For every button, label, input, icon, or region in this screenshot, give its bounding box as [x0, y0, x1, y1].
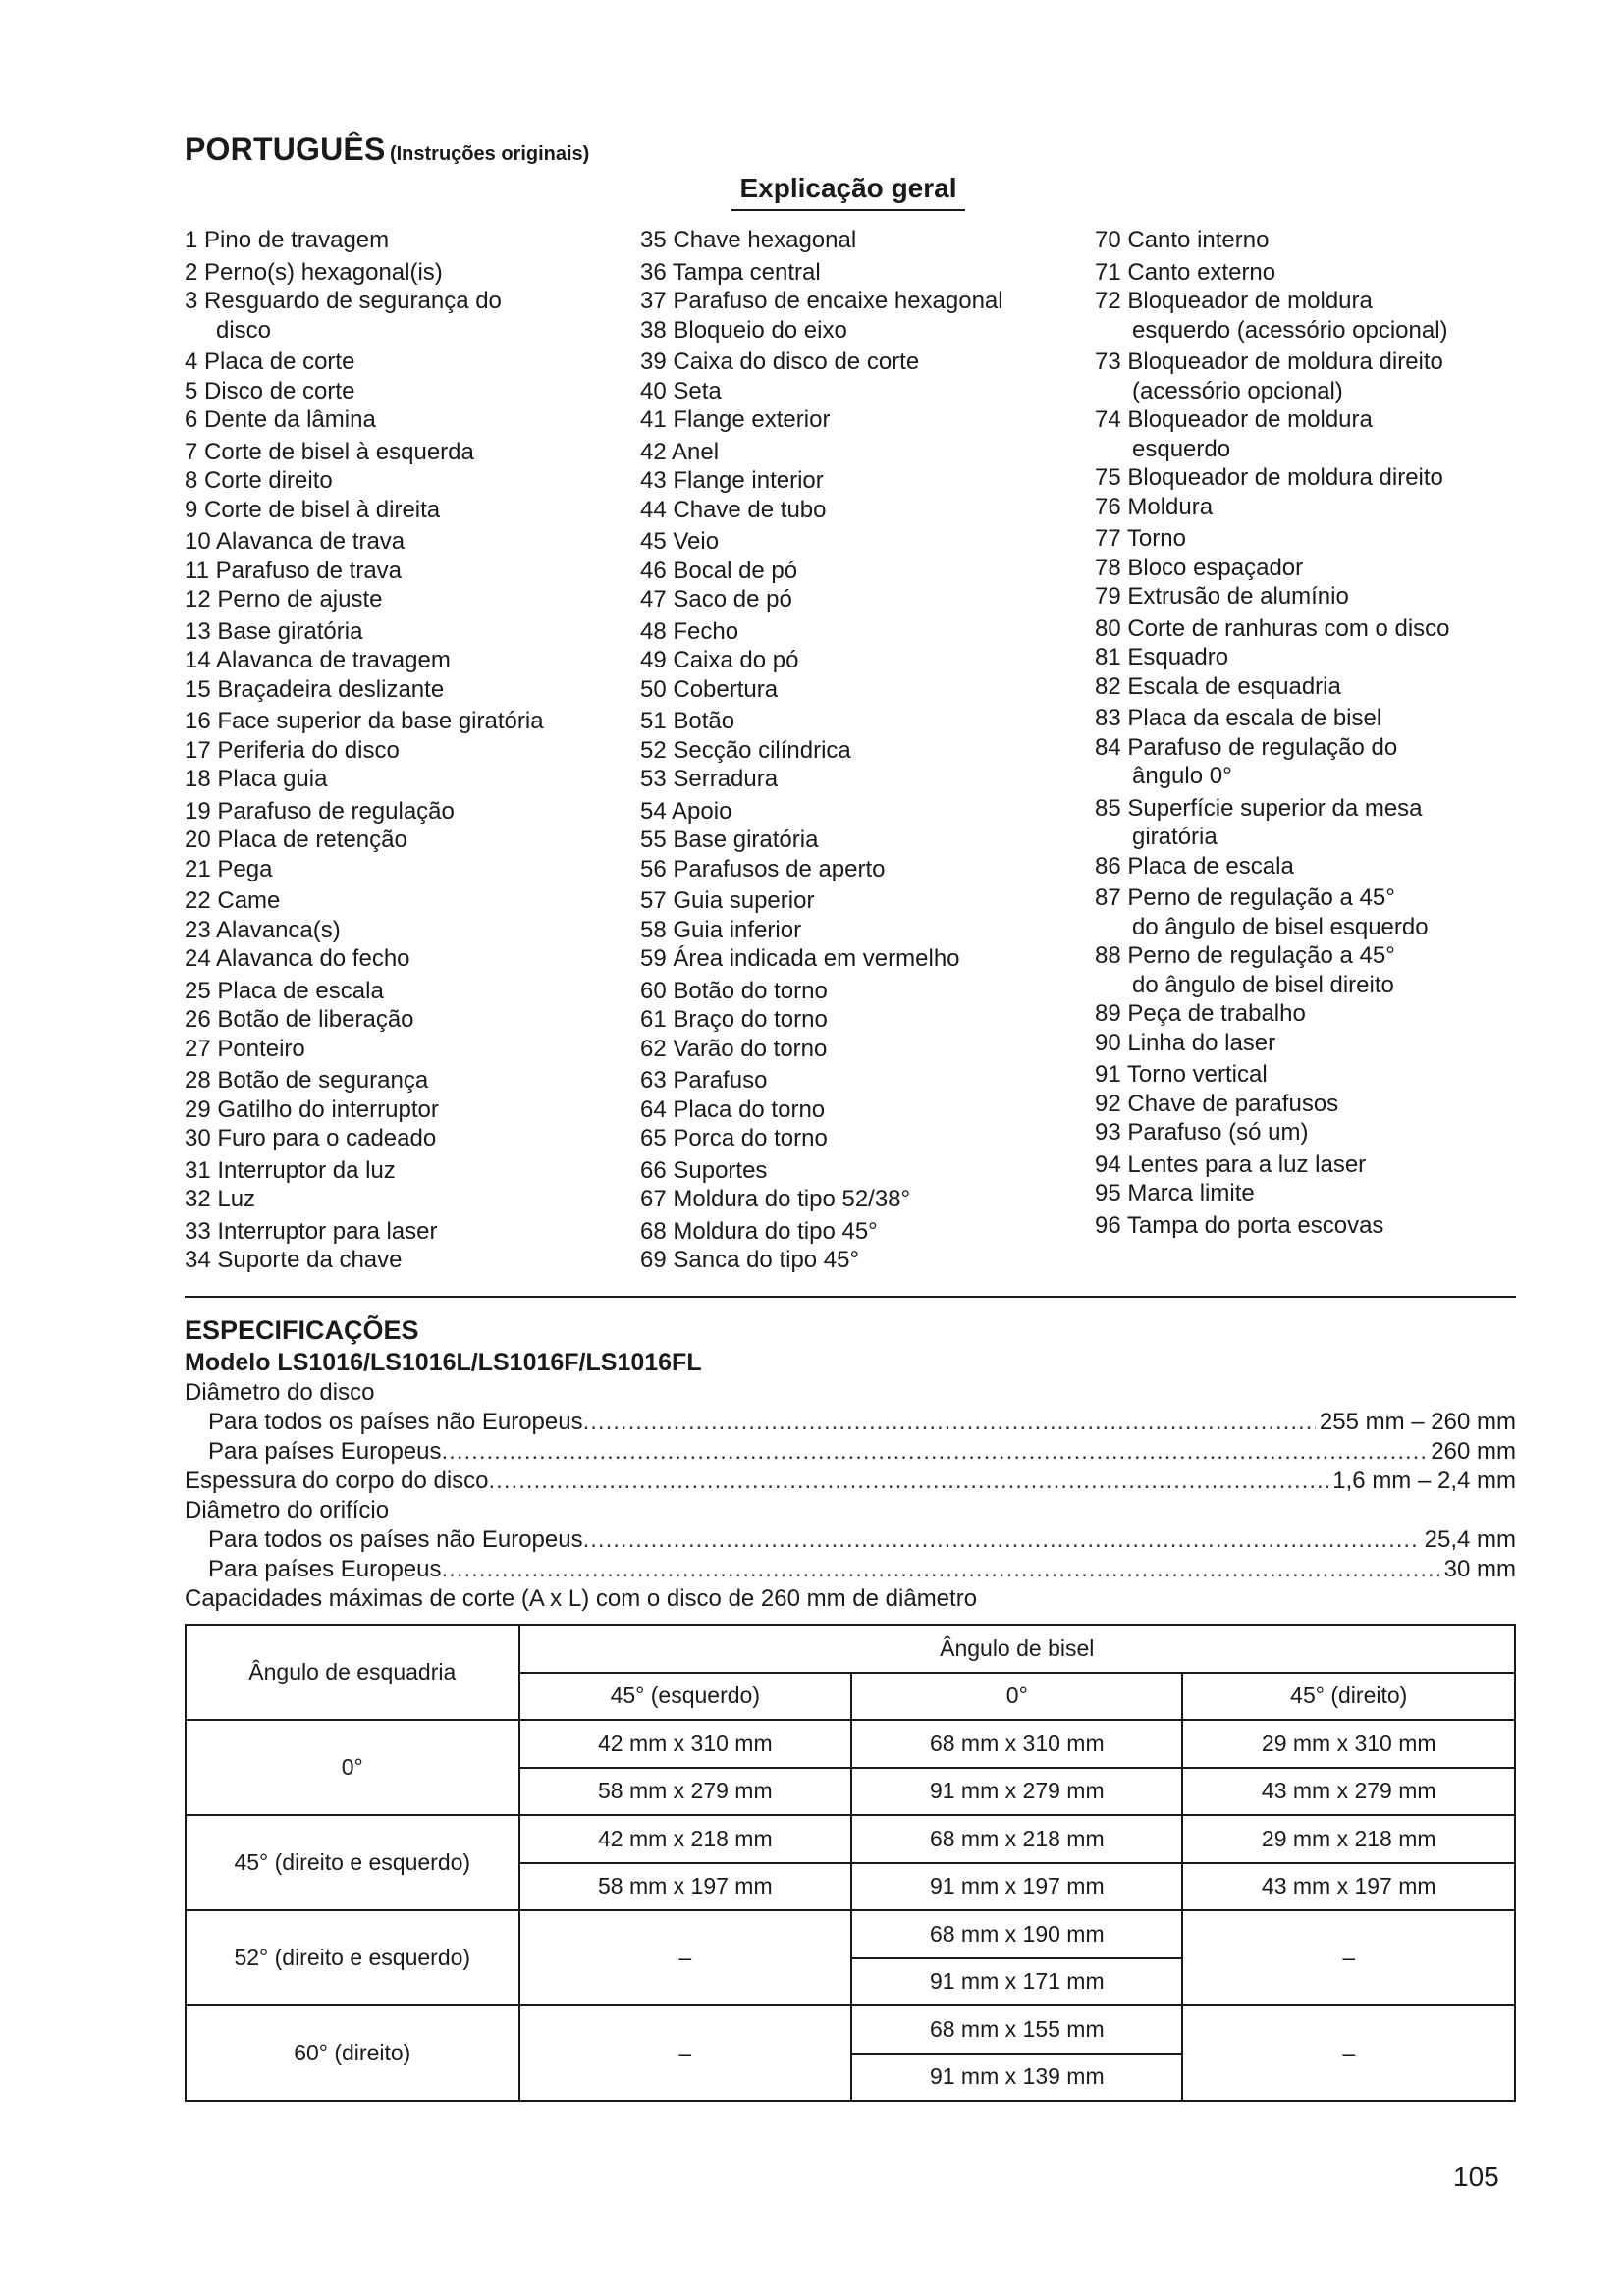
specifications-section: [185, 1313, 1516, 1614]
parts-column-1: [185, 226, 617, 1275]
spec-label: Espessura do corpo do disco: [185, 1468, 489, 1494]
part-item: 69 Sanca do tipo 45°: [640, 1247, 860, 1273]
part-item: 90 Linha do laser: [1095, 1029, 1276, 1056]
spec-row: [185, 1584, 1516, 1614]
part-item: 41 Flange exterior: [640, 406, 831, 433]
part-item: 67 Moldura do tipo 52/38°: [640, 1186, 911, 1212]
part-item: 57 Guia superior: [640, 887, 815, 914]
part-item: 20 Placa de retenção: [185, 827, 407, 853]
table-cell: 58 mm x 279 mm: [519, 1768, 852, 1816]
language-title: PORTUGUÊS: [185, 132, 386, 167]
part-item: 27 Ponteiro: [185, 1035, 305, 1062]
table-row: [186, 1910, 1515, 1958]
table-header-row: [186, 1625, 1515, 1673]
part-item-continuation: (acessório opcional): [1132, 377, 1343, 404]
table-cell: 42 mm x 218 mm: [519, 1815, 852, 1863]
miter-cell: 45° (direito e esquerdo): [186, 1815, 519, 1910]
part-item: 56 Parafusos de aperto: [640, 855, 886, 882]
spec-value: 30 mm: [1443, 1556, 1516, 1582]
part-item: 86 Placa de escala: [1095, 852, 1294, 880]
part-item: 52 Secção cilíndrica: [640, 736, 851, 764]
bevel-angle-header: Ângulo de bisel: [519, 1625, 1515, 1673]
part-item: 51 Botão: [640, 708, 735, 734]
part-item: 53 Serradura: [640, 766, 779, 792]
part-item: 80 Corte de ranhuras com o disco: [1095, 614, 1450, 642]
part-item: 34 Suporte da chave: [185, 1247, 403, 1273]
part-item: 29 Gatilho do interruptor: [185, 1095, 439, 1123]
part-item: 6 Dente da lâmina: [185, 406, 376, 433]
specs-title: ESPECIFICAÇÕES: [185, 1315, 419, 1345]
part-item: 44 Chave de tubo: [640, 496, 827, 523]
part-item: 72 Bloqueador de moldura: [1095, 288, 1373, 314]
part-item: 78 Bloco espaçador: [1095, 554, 1304, 581]
dot-leader: [441, 1437, 1427, 1467]
part-item: 70 Canto interno: [1095, 227, 1270, 253]
part-item: 46 Bocal de pó: [640, 557, 798, 584]
part-item: 40 Seta: [640, 377, 722, 404]
spec-value: 25,4 mm: [1424, 1526, 1516, 1553]
model-line: Modelo LS1016/LS1016L/LS1016F/LS1016FL: [185, 1349, 702, 1376]
language-subtitle: (Instruções originais): [389, 143, 590, 165]
miter-angle-header: Ângulo de esquadria: [186, 1625, 519, 1720]
table-cell: 29 mm x 310 mm: [1182, 1720, 1515, 1768]
part-item: 7 Corte de bisel à esquerda: [185, 438, 474, 465]
part-item: 73 Bloqueador de moldura direito: [1095, 348, 1443, 375]
dot-leader: [441, 1555, 1439, 1584]
table-cell: 58 mm x 197 mm: [519, 1863, 852, 1911]
dot-leader: [583, 1408, 1316, 1437]
part-item: 8 Corte direito: [185, 467, 333, 494]
part-item: 91 Torno vertical: [1095, 1061, 1268, 1088]
part-item: 16 Face superior da base giratória: [185, 708, 544, 734]
part-item: 10 Alavanca de trava: [185, 528, 406, 555]
page-number: 105: [1453, 2162, 1499, 2192]
part-item: 1 Pino de travagem: [185, 227, 390, 253]
table-cell: 42 mm x 310 mm: [519, 1720, 852, 1768]
table-row: [186, 1815, 1515, 1863]
part-item: 12 Perno de ajuste: [185, 586, 383, 613]
spec-label: Diâmetro do orifício: [185, 1497, 390, 1523]
part-item: 83 Placa da escala de bisel: [1095, 705, 1382, 731]
part-item: 25 Placa de escala: [185, 977, 384, 1004]
part-item: 35 Chave hexagonal: [640, 227, 857, 253]
part-item: 49 Caixa do pó: [640, 647, 799, 673]
part-item: 36 Tampa central: [640, 258, 821, 286]
section-divider: [185, 1296, 1516, 1298]
part-item: 43 Flange interior: [640, 467, 824, 494]
table-row: [186, 1720, 1515, 1768]
page-header: [185, 132, 589, 168]
miter-cell: 60° (direito): [186, 2005, 519, 2101]
part-item: 32 Luz: [185, 1186, 256, 1212]
part-item: 31 Interruptor da luz: [185, 1156, 396, 1184]
part-item: 65 Porca do torno: [640, 1125, 828, 1151]
part-item: 5 Disco de corte: [185, 377, 355, 404]
table-cell: 68 mm x 190 mm: [851, 1910, 1182, 1958]
part-item: 55 Base giratória: [640, 827, 819, 853]
table-cell: 91 mm x 171 mm: [851, 1958, 1182, 2006]
table-cell: 91 mm x 139 mm: [851, 2054, 1182, 2102]
table-cell: 43 mm x 279 mm: [1182, 1768, 1515, 1816]
cutting-capacity-table: [185, 1624, 1516, 2102]
part-item: 58 Guia inferior: [640, 916, 802, 943]
table-cell: –: [519, 2005, 852, 2101]
part-item: 88 Perno de regulação a 45°: [1095, 942, 1395, 969]
part-item: 45 Veio: [640, 528, 720, 555]
table-cell: –: [1182, 2005, 1515, 2101]
spec-row: [185, 1496, 1516, 1525]
part-item-continuation: esquerdo: [1132, 435, 1231, 462]
spec-label: Para todos os países não Europeus: [208, 1409, 583, 1435]
part-item-continuation: disco: [216, 316, 272, 344]
part-item: 66 Suportes: [640, 1156, 768, 1184]
spec-value: 260 mm: [1431, 1438, 1516, 1465]
miter-cell: 0°: [186, 1720, 519, 1815]
spec-label: Para países Europeus: [208, 1556, 442, 1582]
part-item: 81 Esquadro: [1095, 644, 1229, 670]
part-item: 82 Escala de esquadria: [1095, 672, 1341, 700]
part-item: 2 Perno(s) hexagonal(is): [185, 258, 443, 286]
part-item: 54 Apoio: [640, 797, 732, 825]
part-item: 85 Superfície superior da mesa: [1095, 794, 1423, 822]
table-row: [186, 2005, 1515, 2054]
part-item: 50 Cobertura: [640, 675, 779, 703]
part-item: 71 Canto externo: [1095, 258, 1276, 286]
part-item: 3 Resguardo de segurança do: [185, 288, 502, 314]
part-item: 60 Botão do torno: [640, 977, 828, 1004]
part-item: 61 Braço do torno: [640, 1006, 828, 1033]
part-item: 77 Torno: [1095, 525, 1186, 552]
dot-leader: [489, 1467, 1329, 1496]
part-item: 39 Caixa do disco de corte: [640, 348, 920, 375]
part-item: 76 Moldura: [1095, 493, 1214, 520]
table-cell: 91 mm x 197 mm: [851, 1863, 1182, 1911]
part-item: 42 Anel: [640, 438, 720, 465]
spec-row: [185, 1525, 1516, 1555]
part-item: 62 Varão do torno: [640, 1035, 828, 1062]
part-item: 96 Tampa do porta escovas: [1095, 1211, 1384, 1239]
spec-row: [185, 1408, 1516, 1437]
part-item: 59 Área indicada em vermelho: [640, 945, 960, 972]
part-item: 63 Parafuso: [640, 1067, 768, 1094]
spec-row: [185, 1437, 1516, 1467]
capacity-label: Capacidades máximas de corte (A x L) com o disco de 260 mm de diâmetro: [185, 1585, 978, 1612]
part-item: 17 Periferia do disco: [185, 736, 400, 764]
part-item: 87 Perno de regulação a 45°: [1095, 884, 1395, 911]
part-item: 24 Alavanca do fecho: [185, 945, 410, 972]
part-item: 47 Saco de pó: [640, 586, 792, 613]
bevel-col-header: 0°: [851, 1673, 1182, 1721]
part-item: 23 Alavanca(s): [185, 916, 341, 943]
part-item: 15 Braçadeira deslizante: [185, 675, 445, 703]
part-item: 21 Pega: [185, 855, 273, 882]
table-cell: 68 mm x 310 mm: [851, 1720, 1182, 1768]
dot-leader: [583, 1525, 1421, 1555]
spec-row: [185, 1378, 1516, 1408]
table-cell: –: [1182, 1910, 1515, 2005]
miter-cell: 52° (direito e esquerdo): [186, 1910, 519, 2005]
part-item: 74 Bloqueador de moldura: [1095, 406, 1373, 433]
section-title: Explicação geral: [731, 173, 965, 211]
part-item-continuation: esquerdo (acessório opcional): [1132, 316, 1448, 344]
spec-row: [185, 1555, 1516, 1584]
part-item: 4 Placa de corte: [185, 348, 355, 375]
part-item: 14 Alavanca de travagem: [185, 647, 451, 673]
part-item: 19 Parafuso de regulação: [185, 797, 455, 825]
part-item: 30 Furo para o cadeado: [185, 1125, 437, 1151]
part-item: 93 Parafuso (só um): [1095, 1119, 1309, 1146]
part-item: 22 Came: [185, 887, 281, 914]
spec-row: [185, 1467, 1516, 1496]
part-item: 26 Botão de liberação: [185, 1006, 414, 1033]
part-item: 33 Interruptor para laser: [185, 1217, 438, 1245]
part-item: 28 Botão de segurança: [185, 1067, 429, 1094]
parts-column-2: [640, 226, 1072, 1275]
part-item: 37 Parafuso de encaixe hexagonal: [640, 288, 1003, 314]
spec-label: Para todos os países não Europeus: [208, 1526, 583, 1553]
part-item-continuation: giratória: [1132, 824, 1218, 850]
table-cell: 91 mm x 279 mm: [851, 1768, 1182, 1816]
part-item: 95 Marca limite: [1095, 1180, 1255, 1206]
part-item: 94 Lentes para a luz laser: [1095, 1150, 1367, 1178]
part-item: 64 Placa do torno: [640, 1095, 826, 1123]
part-item-continuation: do ângulo de bisel direito: [1132, 971, 1394, 998]
part-item: 11 Parafuso de trava: [185, 557, 403, 584]
table-cell: 43 mm x 197 mm: [1182, 1863, 1515, 1911]
part-item: 13 Base giratória: [185, 617, 363, 645]
bevel-col-header: 45° (esquerdo): [519, 1673, 852, 1721]
part-item: 75 Bloqueador de moldura direito: [1095, 464, 1443, 491]
part-item: 79 Extrusão de alumínio: [1095, 583, 1349, 610]
part-item: 92 Chave de parafusos: [1095, 1090, 1339, 1117]
part-item: 89 Peça de trabalho: [1095, 1000, 1306, 1027]
table-cell: 68 mm x 218 mm: [851, 1815, 1182, 1863]
spec-value: 255 mm – 260 mm: [1319, 1409, 1516, 1435]
part-item: 68 Moldura do tipo 45°: [640, 1217, 878, 1245]
spec-label: Para países Europeus: [208, 1438, 442, 1465]
part-item-continuation: ângulo 0°: [1132, 763, 1232, 789]
spec-value: 1,6 mm – 2,4 mm: [1332, 1468, 1516, 1494]
table-cell: –: [519, 1910, 852, 2005]
bevel-col-header: 45° (direito): [1182, 1673, 1515, 1721]
part-item: 18 Placa guia: [185, 766, 328, 792]
part-item-continuation: do ângulo de bisel esquerdo: [1132, 913, 1429, 940]
table-cell: 68 mm x 155 mm: [851, 2005, 1182, 2054]
spec-label: Diâmetro do disco: [185, 1379, 375, 1406]
part-item: 48 Fecho: [640, 617, 739, 645]
part-item: 84 Parafuso de regulação do: [1095, 733, 1398, 761]
part-item: 9 Corte de bisel à direita: [185, 496, 441, 523]
table-cell: 29 mm x 218 mm: [1182, 1815, 1515, 1863]
parts-column-3: [1095, 226, 1507, 1240]
part-item: 38 Bloqueio do eixo: [640, 316, 847, 344]
